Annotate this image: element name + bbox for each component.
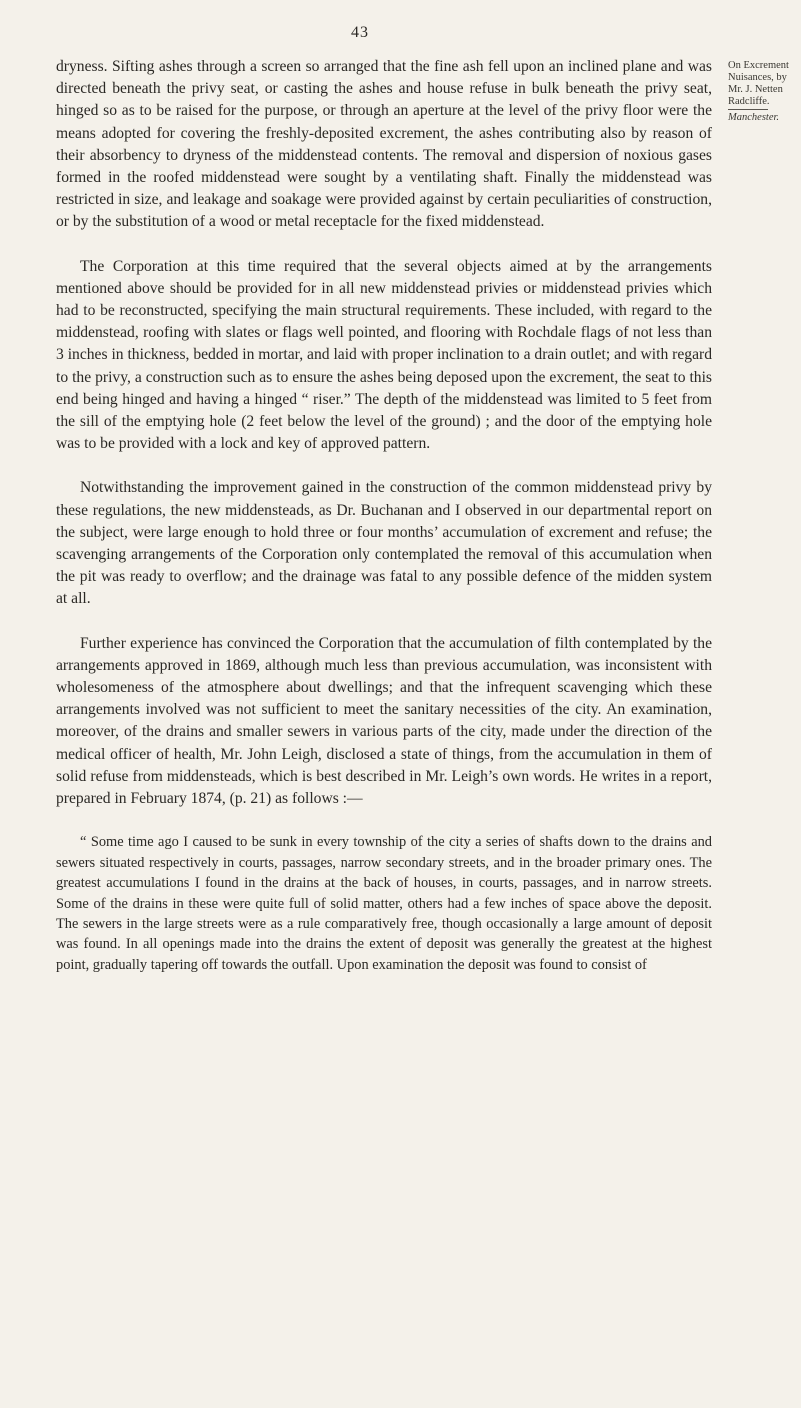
quoted-report: “ Some time ago I caused to be sunk in every township of the city a series of shafts down to the drains and sewers situated respectively in courts, passages, narrow secondary streets, and in the broader primary ones. The greatest accumulations I found in the drains at the back of houses, in courts, passages, and in narrow streets. Some of the drains in these were quite full of solid matter, others had a few inches of space above the deposit. The sewers in the large streets were as a rule comparatively free, though occasionally a large amount of deposit was found. In all openings made into the drains the extent of deposit was generally the greatest at the highest point, gradually tapering off towards the outfall. Upon examination the deposit was found to consist of bbox=[56, 834, 712, 973]
paragraph: Further experience has convinced the Corporation that the accumulation of filth contemplated by the arrangements approved in 1869, although much less than previous accumulation, was inconsistent with wholesomeness of the atmosphere about dwellings; and that the infrequent scavenging which these arrangements involved was not sufficient to meet the sanitary necessities of the city. An examination, moreover, of the drains and smaller sewers in various parts of the city, made under the direction of the medical officer of health, Mr. John Leigh, disclosed a state of things, from the accumulation in them of solid refuse from middensteads, which is best described in Mr. Leigh’s own words. He writes in a report, prepared in February 1874, (p. 21) as follows :— bbox=[56, 634, 712, 808]
margin-note-line: Nuisances, by bbox=[728, 72, 787, 83]
margin-note-line: Mr. J. Netten bbox=[728, 84, 783, 95]
body-text bbox=[56, 56, 712, 975]
margin-note bbox=[728, 60, 798, 124]
paragraph: dryness. Sifting ashes through a screen so arranged that the fine ash fell upon an inclined plane and was directed beneath the privy seat, or casting the ashes and house refuse in bulk beneath the privy seat, hinged so as to be raised for the purpose, or through an aperture at the level of the privy floor were the means adopted for covering the freshly-deposited excrement, the ashes contributing also by reason of their absorbency to dryness of the middenstead contents. The removal and dispersion of noxious gases formed in the roofed middenstead were sought by a ventilating shaft. Finally the middenstead was restricted in size, and leakage and soakage were provided against by certain peculiarities of construction, or by the substitution of a wood or metal receptacle for the fixed middenstead. bbox=[56, 58, 712, 231]
margin-note-rule bbox=[728, 109, 768, 110]
margin-note-line: Radcliffe. bbox=[728, 96, 770, 107]
paragraph: Notwithstanding the improvement gained in the construction of the common middenstead privy by these regulations, the new middensteads, as Dr. Buchanan and I observed in our departmental report on the subject, were large enough to hold three or four months’ accumulation of excrement and refuse; the scavenging arrangements of the Corporation only contemplated the removal of this accumulation when the pit was ready to overflow; and the drainage was fatal to any possible defence of the midden system at all. bbox=[56, 479, 712, 608]
margin-note-place: Manchester. bbox=[728, 112, 780, 123]
margin-note-line: On Excrement bbox=[728, 60, 789, 71]
page-number: 43 bbox=[351, 24, 369, 41]
paragraph: The Corporation at this time required that the several objects aimed at by the arrangements mentioned above should be provided for in all new middenstead privies or middenstead privies which had to be reconstructed, specifying the main structural requirements. These included, with regard to the middenstead, roofing with slates or flags well pointed, and flooring with Rochdale flags of not less than 3 inches in thickness, bedded in mortar, and laid with proper inclination to a drain outlet; and with regard to the privy, a construction such as to ensure the ashes being deposed upon the excrement, the seat to this end being hinged and having a hinged “ riser.” The depth of the middenstead was limited to 5 feet from the sill of the emptying hole (2 feet below the level of the ground) ; and the door of the emptying hole was to be provided with a lock and key of approved pattern. bbox=[56, 257, 712, 453]
